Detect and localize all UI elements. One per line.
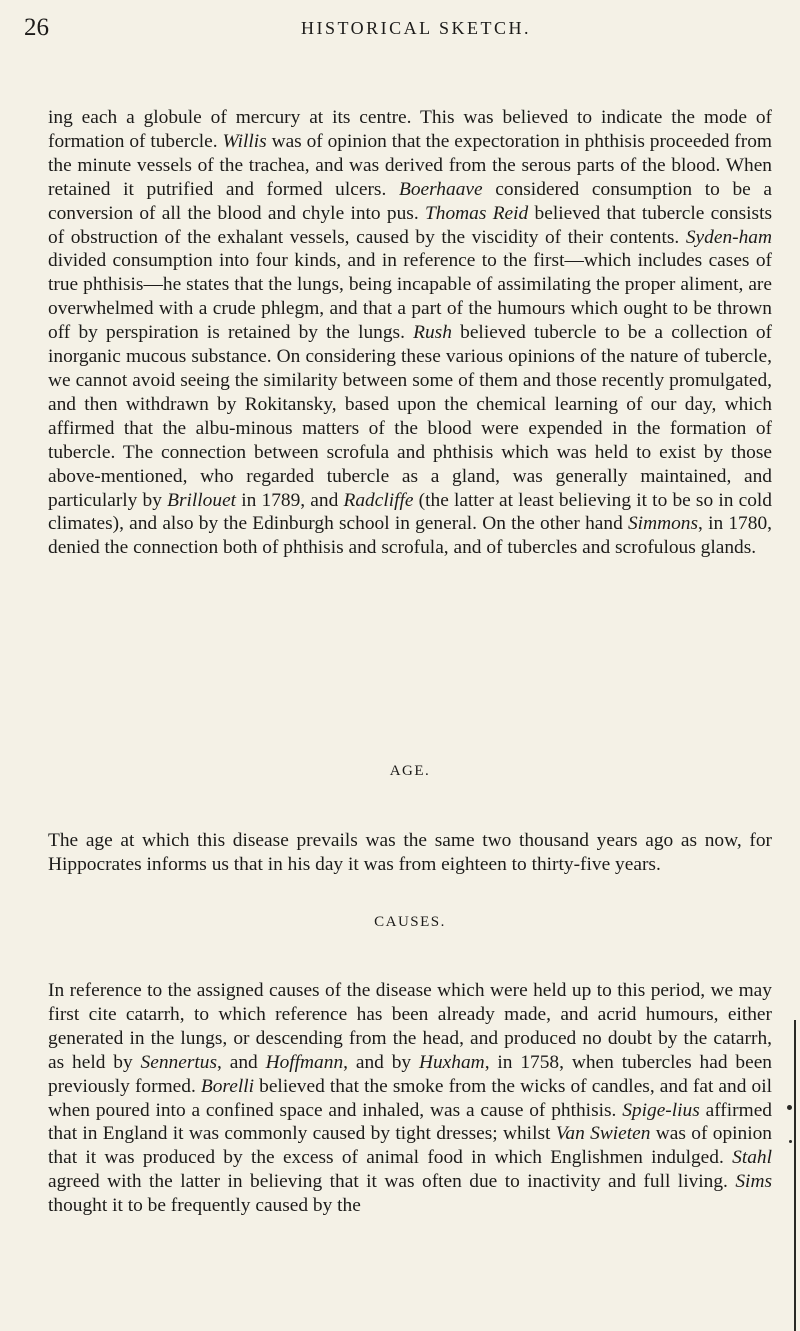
name-rush: Rush — [413, 322, 452, 344]
name-spigelius: Spige-lius — [622, 1099, 700, 1121]
name-sydenham: Syden-ham — [685, 226, 772, 248]
name-radcliffe: Radcliffe — [343, 489, 414, 511]
name-van-swieten: Van Swieten — [555, 1123, 651, 1145]
margin-dot — [787, 1105, 792, 1110]
section-heading-age: AGE. — [389, 763, 431, 779]
page-edge-line — [794, 1020, 796, 1331]
paragraph-text: ing each a globule of mercury at its centre. This was believed to indicate the mode of formation of tubercle. Willis was of opinion that the expectoration in phthisis proceeded from the minute vessels of the trachea, and was derived from the serous parts of the blood. When retained it putrified and formed ulcers. Boerhaave considered consumption to be a conversion of all the blood and chyle into pus. Thomas Reid believed that tubercle consists of obstruction of the exhalant vessels, caused by the viscidity of their contents. Syden-ham divided consumption into four kinds, and in reference to the first—which includes cases of true phthisis—he states that the lungs, being incapable of assimilating the proper aliment, are overwhelmed with a crude phlegm, and that a part of the humours which ought to be thrown off by perspiration is retained by the lungs. Rush believed tubercle to be a collection of inorganic mucous substance. On considering these various opinions of the nature of tubercle, we cannot avoid seeing the similarity between some of them and those recently promulgated, and then withdrawn by Rokitansky, based upon the chemical learning of our day, which affirmed that the albu-minous matters of the blood were expended in the formation of tubercle. The connection between scrofula and phthisis which was held to exist by those above-mentioned, who regarded tubercle as a gland, was generally maintained, and particularly by Brillouet in 1789, and Radcliffe (the latter at least believing it to be so in cold climates), and also by the Edinburgh school in general. On the other hand Simmons, in 1780, denied the connection both of phthisis and scrofula, and of tubercles and scrofulous glands. — [48, 107, 773, 559]
name-hoffmann: Hoffmann — [265, 1051, 344, 1073]
paragraph-age — [48, 829, 772, 877]
name-borelli: Borelli — [200, 1075, 255, 1097]
name-simmons: Simmons — [627, 513, 699, 535]
margin-dot — [789, 1140, 792, 1143]
name-thomas-reid: Thomas Reid — [425, 202, 529, 224]
paragraph-tubercle-theories — [48, 106, 772, 560]
paragraph-text: The age at which this disease prevails was the same two thousand years ago as now, for Hippocrates informs us that in his day it was from eighteen to thirty-five years. — [48, 830, 772, 875]
name-sims: Sims — [735, 1171, 772, 1193]
paragraph-text: In reference to the assigned causes of the disease which were held up to this period, we may first cite catarrh, to which reference has been already made, and acrid humours, either generated in the lungs, or descending from the head, and produced no doubt by the catarrh, as held by Sennertus, and Hoffmann, and by Huxham, in 1758, when tubercles had been previously formed. Borelli believed that the smoke from the wicks of candles, and fat and oil when poured into a confined space and inhaled, was a cause of phthisis. Spige-lius affirmed that in England it was commonly caused by tight dresses; whilst Van Swieten was of opinion that it was produced by the excess of animal food in which Englishmen indulged. Stahl agreed with the latter in believing that it was often due to inactivity and full living. Sims thought it to be frequently caused by the — [48, 980, 773, 1217]
name-huxham: Huxham — [418, 1051, 485, 1073]
name-willis: Willis — [222, 130, 267, 152]
section-heading-causes: CAUSES. — [374, 914, 446, 930]
name-sennertus: Sennertus — [140, 1051, 217, 1073]
name-boerhaave: Boerhaave — [398, 178, 483, 200]
name-stahl: Stahl — [732, 1147, 772, 1169]
paragraph-causes — [48, 979, 772, 1218]
running-head — [24, 14, 768, 44]
name-brillouet: Brillouet — [167, 489, 237, 511]
running-title: HISTORICAL SKETCH. — [300, 18, 531, 38]
page-number: 26 — [24, 14, 49, 41]
